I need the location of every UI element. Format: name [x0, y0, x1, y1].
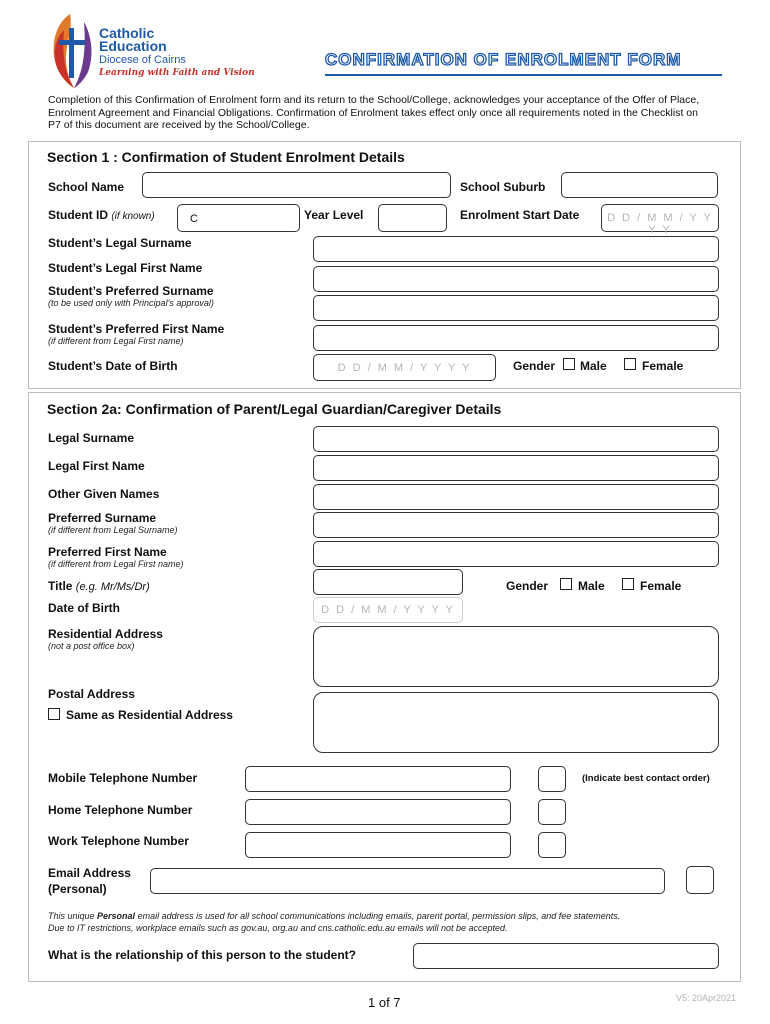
parent-preferred-first-name-input[interactable] — [313, 541, 719, 567]
home-order-input[interactable] — [538, 799, 566, 825]
gender-label: Gender — [513, 359, 556, 373]
school-name-input[interactable] — [142, 172, 451, 198]
student-id-label — [48, 208, 155, 222]
parent-male-checkbox[interactable] — [560, 578, 572, 590]
female-checkbox[interactable] — [624, 358, 636, 370]
email-note — [48, 910, 620, 934]
legal-first-name-label: Student’s Legal First Name — [48, 261, 203, 275]
preferred-first-name-input[interactable] — [313, 325, 719, 351]
email-note-prefix: This unique — [48, 911, 98, 921]
mobile-order-input[interactable] — [538, 766, 566, 792]
preferred-first-name-note: (if different from Legal First name) — [48, 336, 184, 346]
residential-address-note: (not a post office box) — [48, 641, 135, 651]
school-suburb-label: School Suburb — [460, 180, 546, 194]
male-label: Male — [580, 359, 607, 373]
preferred-surname-label: Student’s Preferred Surname — [48, 284, 214, 298]
postal-address-input[interactable] — [313, 692, 719, 753]
preferred-surname-note: (to be used only with Principal’s approval) — [48, 298, 214, 308]
relationship-input[interactable] — [413, 943, 719, 969]
parent-gender-label: Gender — [506, 579, 549, 593]
parent-dob-placeholder: D D / M M / Y Y Y Y — [321, 604, 455, 616]
version-label: V5: 20Apr2021 — [676, 993, 737, 1003]
email-note-bold: Personal — [97, 911, 136, 921]
logo-line1: Catholic — [99, 25, 155, 41]
student-id-note: (if known) — [111, 211, 155, 222]
parent-dob-label: Date of Birth — [48, 601, 120, 615]
enrolment-start-date-input[interactable] — [601, 204, 719, 236]
same-as-residential-label: Same as Residential Address — [66, 708, 233, 722]
parent-female-checkbox[interactable] — [622, 578, 634, 590]
parent-female-label: Female — [640, 579, 682, 593]
student-id-value: C — [190, 213, 198, 225]
legal-first-name-input[interactable] — [313, 266, 719, 292]
year-level-input[interactable] — [378, 204, 447, 232]
female-label: Female — [642, 359, 684, 373]
other-given-names-input[interactable] — [313, 484, 719, 510]
form-title: CONFIRMATION OF ENROLMENT FORM — [325, 50, 682, 69]
same-as-residential-checkbox[interactable] — [48, 708, 60, 720]
parent-legal-first-name-label: Legal First Name — [48, 459, 145, 473]
email-label-line2: (Personal) — [48, 882, 107, 896]
male-checkbox[interactable] — [563, 358, 575, 370]
work-phone-input[interactable] — [245, 832, 511, 858]
logo — [44, 12, 255, 94]
logo-line2: Education — [99, 38, 167, 54]
student-id-text: Student ID — [48, 208, 108, 222]
intro-text: Completion of this Confirmation of Enrolment form and its return to the School/College, acknowledges your acceptance of the Offer of Place, Enrolment Agreement and Financial Obligations. Confirmation of Enrolment takes effect only once all requirements noted in the Checklist on P7 of this document are received by the School/College. — [48, 94, 700, 131]
parent-preferred-surname-input[interactable] — [313, 512, 719, 538]
school-suburb-input[interactable] — [561, 172, 718, 198]
email-label-line1: Email Address — [48, 866, 131, 880]
parent-legal-surname-input[interactable] — [313, 426, 719, 452]
relationship-label: What is the relationship of this person to the student? — [48, 948, 357, 962]
home-phone-input[interactable] — [245, 799, 511, 825]
preferred-surname-input[interactable] — [313, 295, 719, 321]
dob-label: Student’s Date of Birth — [48, 359, 178, 373]
work-phone-label: Work Telephone Number — [48, 834, 189, 848]
parent-dob-input[interactable] — [313, 597, 463, 623]
year-level-label: Year Level — [304, 208, 364, 222]
title-label — [48, 579, 150, 593]
title-note: (e.g. Mr/Ms/Dr) — [75, 581, 150, 593]
enrolment-start-date-label: Enrolment Start Date — [460, 208, 580, 222]
title-input[interactable] — [313, 569, 463, 595]
email-input[interactable] — [150, 868, 665, 894]
parent-preferred-first-name-note: (if different from Legal First name) — [48, 559, 184, 569]
title-text: Title — [48, 579, 73, 593]
contact-order-note: (Indicate best contact order) — [582, 773, 710, 784]
residential-address-label: Residential Address — [48, 627, 163, 641]
school-name-label: School Name — [48, 180, 125, 194]
parent-male-label: Male — [578, 579, 605, 593]
form-title-underline — [325, 74, 722, 76]
logo-tagline: Learning with Faith and Vision — [99, 68, 255, 78]
dob-input[interactable] — [313, 354, 496, 381]
student-id-input[interactable] — [177, 204, 300, 232]
parent-preferred-surname-note: (if different from Legal Surname) — [48, 525, 178, 535]
parent-preferred-surname-label: Preferred Surname — [48, 511, 157, 525]
mobile-label: Mobile Telephone Number — [48, 771, 198, 785]
residential-address-input[interactable] — [313, 626, 719, 687]
page-number: 1 of 7 — [368, 995, 401, 1010]
logo-line3: Diocese of Cairns — [99, 54, 186, 66]
dob-placeholder: D D / M M / Y Y Y Y — [337, 362, 472, 374]
legal-surname-label: Student’s Legal Surname — [48, 236, 192, 250]
postal-address-label: Postal Address — [48, 687, 135, 701]
legal-surname-input[interactable] — [313, 236, 719, 262]
mobile-input[interactable] — [245, 766, 511, 792]
work-order-input[interactable] — [538, 832, 566, 858]
cross-emblem-icon — [44, 12, 98, 90]
email-note-rest: email address is used for all school communications including emails, parent portal, permission slips, and fee statements. — [135, 911, 621, 921]
home-phone-label: Home Telephone Number — [48, 803, 193, 817]
parent-preferred-first-name-label: Preferred First Name — [48, 545, 167, 559]
preferred-first-name-label: Student’s Preferred First Name — [48, 322, 225, 336]
parent-legal-first-name-input[interactable] — [313, 455, 719, 481]
section-1-title: Section 1 : Confirmation of Student Enrolment Details — [47, 149, 405, 165]
date-placeholder: D D / M M / Y Y Y Y — [607, 212, 713, 236]
email-order-input[interactable] — [686, 866, 714, 894]
other-given-names-label: Other Given Names — [48, 487, 160, 501]
parent-legal-surname-label: Legal Surname — [48, 431, 135, 445]
email-note-line2: Due to IT restrictions, workplace emails such as gov.au, org.au and cns.catholic.edu.au emails will not be accepted. — [48, 923, 508, 933]
section-2a-title: Section 2a: Confirmation of Parent/Legal Guardian/Caregiver Details — [47, 401, 502, 417]
